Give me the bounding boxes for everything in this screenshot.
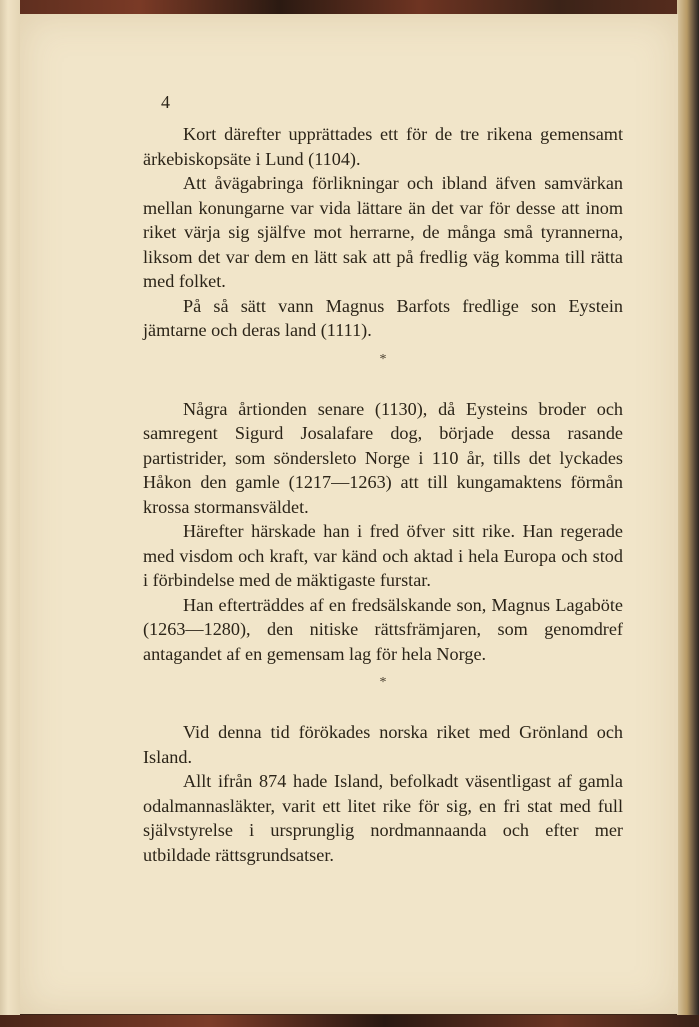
- paragraph-6: Han efterträddes af en fredsälskande son, Magnus Lagaböte (1263—1280), den nitiske rättsfrämjaren, som genomdref antagandet af en gemensam lag för hela Norge.: [143, 594, 623, 664]
- paragraph-8: Allt ifrån 874 hade Island, befolkadt väsentligast af gamla odalmannasläkter, varit ett litet rike för sig, en fri stat med full självstyrelse i ursprunglig nordmannaanda och efter mer utbildade rättsgrundsatser.: [143, 771, 623, 865]
- page-text: [143, 122, 623, 867]
- paragraph-3: På så sätt vann Magnus Barfots fredlige son Eystein jämtarne och deras land (1111).: [143, 295, 623, 340]
- page-number: 4: [161, 92, 170, 112]
- left-page-edge: [0, 0, 20, 1027]
- paragraph-1: Kort därefter upprättades ett för de tre rikena gemensamt ärkebiskopsäte i Lund (1104).: [143, 124, 623, 169]
- paragraph-7: Vid denna tid förökades norska riket med Grönland och Island.: [143, 722, 623, 767]
- paragraph-4: Några årtionden senare (1130), då Eysteins broder och samregent Sigurd Josalafare dog, började dessa rasande partistrider, som söndersleto Norge i 110 år, tills det lyckades Håkon den gamle (1217—1263) att till kungamaktens förmån krossa stormansväldet.: [143, 398, 623, 517]
- section-separator-2: *: [379, 675, 387, 690]
- book-page: [20, 14, 678, 1014]
- right-book-edge: [677, 0, 699, 1027]
- paragraph-5: Härefter härskade han i fred öfver sitt rike. Han regerade med visdom och kraft, var känd och aktad i hela Europa och stod i förbindelse med de mäktigaste furstar.: [143, 521, 623, 590]
- section-separator-1: *: [379, 351, 387, 367]
- bottom-page-edge: [0, 1015, 699, 1027]
- paragraph-2: Att åvägabringa förlikningar och ibland äfven samvärkan mellan konungarne var vida lättare än det var för desse att inom riket värja sig själfve mot herrarne, de många små tyrannerna, liksom det var dem en lätt sak att på fredlig väg komma till rätta med folket.: [143, 173, 623, 291]
